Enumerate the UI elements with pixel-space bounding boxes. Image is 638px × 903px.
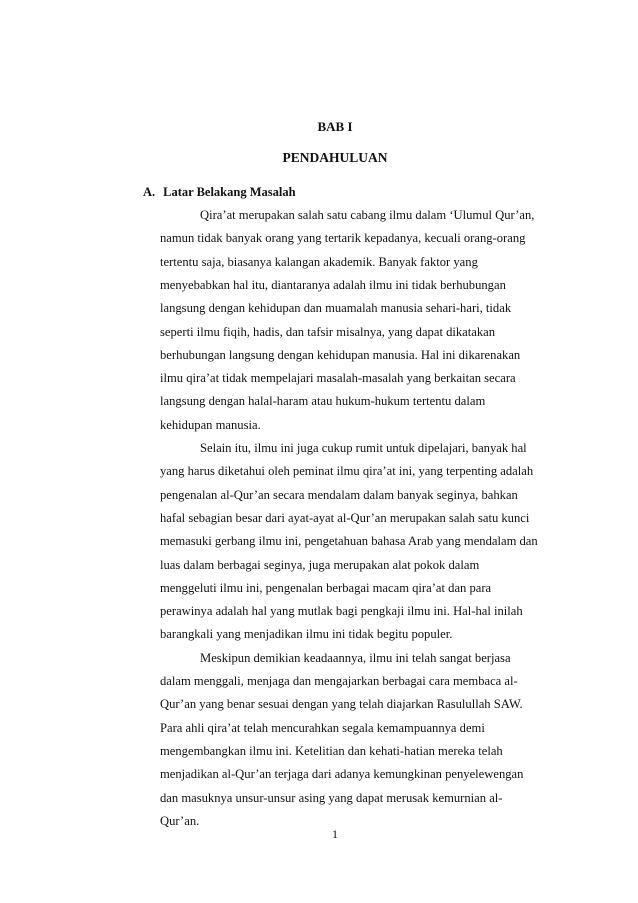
text-line: Selain itu, ilmu ini juga cukup rumit untuk dipelajari, banyak hal xyxy=(200,441,527,455)
text-line: perawinya adalah hal yang mutlak bagi pengkaji ilmu ini. Hal-hal inilah xyxy=(160,604,523,619)
text-line: barangkali yang menjadikan ilmu ini tidak begitu populer. xyxy=(160,627,453,642)
text-line: luas dalam berbagai seginya, juga merupakan alat pokok dalam xyxy=(160,557,480,572)
page-number: 1 xyxy=(332,827,338,841)
text-line: tertentu saja, biasanya kalangan akademik. Banyak faktor yang xyxy=(160,254,478,269)
text-line: Qur’an. xyxy=(160,813,200,828)
text-line: Qur’an yang benar sesuai dengan yang telah diajarkan Rasulullah SAW. xyxy=(160,697,523,712)
text-line: pengenalan al-Qur’an secara mendalam dalam banyak seginya, bahkan xyxy=(160,487,518,502)
text-line: Qira’at merupakan salah satu cabang ilmu dalam ‘Ulumul Qur’an, xyxy=(200,208,535,222)
chapter-number: BAB I xyxy=(317,119,353,134)
text-line: namun tidak banyak orang yang tertarik kepadanya, kecuali orang-orang xyxy=(160,231,526,246)
text-line: langsung dengan kehidupan dan muamalah manusia sehari-hari, tidak xyxy=(160,301,512,316)
section-heading xyxy=(143,185,296,200)
section-letter: A. xyxy=(143,185,156,199)
text-line: ilmu qira’at tidak mempelajari masalah-masalah yang berkaitan secara xyxy=(160,371,516,386)
text-line: yang harus diketahui oleh peminat ilmu qira’at ini, yang terpenting adalah xyxy=(160,464,534,479)
text-line: kehidupan manusia. xyxy=(160,417,261,432)
text-line: memasuki gerbang ilmu ini, pengetahuan bahasa Arab yang mendalam dan xyxy=(160,534,538,549)
text-line: hafal sebagian besar dari ayat-ayat al-Qur’an merupakan salah satu kunci xyxy=(160,510,530,525)
text-line: berhubungan langsung dengan kehidupan manusia. Hal ini dikarenakan xyxy=(160,347,521,362)
text-line: menjadikan al-Qur’an terjaga dari adanya kemungkinan penyelewengan xyxy=(160,767,524,782)
text-line: mengembangkan ilmu ini. Ketelitian dan kehati-hatian mereka telah xyxy=(160,743,503,758)
text-line: Para ahli qira’at telah mencurahkan segala kemampuannya demi xyxy=(160,720,485,735)
text-line: seperti ilmu fiqih, hadis, dan tafsir misalnya, yang dapat dikatakan xyxy=(160,324,496,339)
text-line: Meskipun demikian keadaannya, ilmu ini telah sangat berjasa xyxy=(200,650,511,665)
text-line: langsung dengan halal-haram atau hukum-hukum tertentu dalam xyxy=(160,394,486,409)
chapter-title: PENDAHULUAN xyxy=(282,150,388,165)
text-line: dan masuknya unsur-unsur asing yang dapat merusak kemurnian al- xyxy=(160,790,503,805)
text-line: menyebabkan hal itu, diantaranya adalah ilmu ini tidak berhubungan xyxy=(160,277,506,292)
section-title: Latar Belakang Masalah xyxy=(163,185,296,199)
text-line: menggeluti ilmu ini, pengenalan berbagai macam qira’at dan para xyxy=(160,580,492,595)
text-line: dalam menggali, menjaga dan mengajarkan berbagai cara membaca al- xyxy=(160,674,518,688)
